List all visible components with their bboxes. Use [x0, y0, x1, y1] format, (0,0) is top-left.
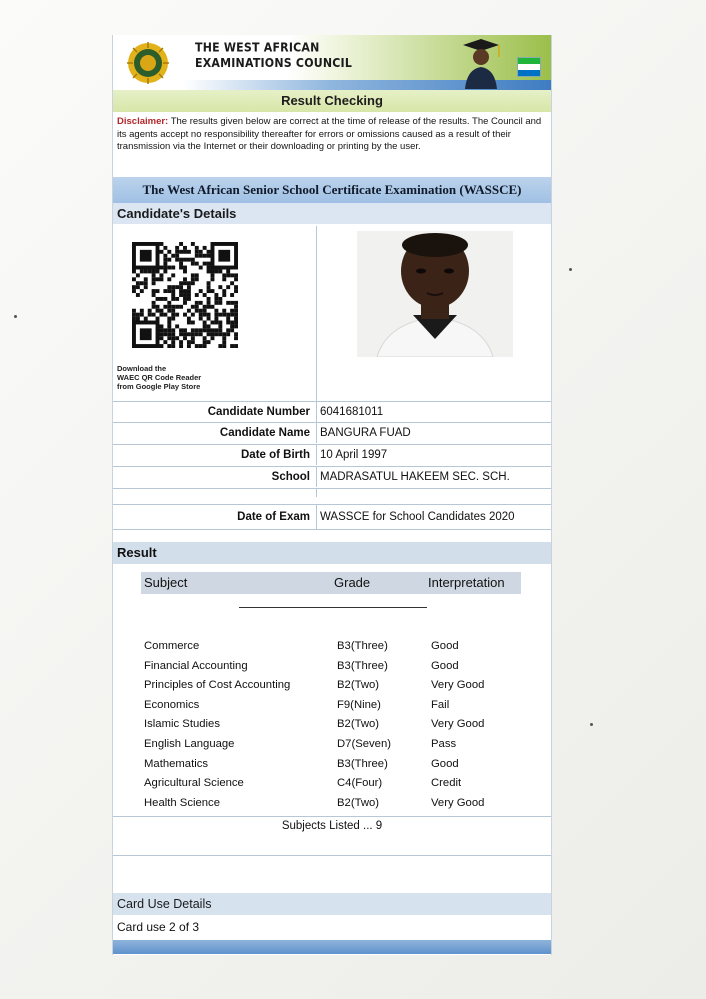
candidate-media — [113, 226, 551, 401]
qr-code-icon — [131, 242, 239, 348]
date-of-birth-row — [113, 444, 551, 465]
grade-cell: D7(Seven) — [337, 738, 391, 750]
interpretation-cell: Good — [431, 659, 459, 672]
header-underline — [239, 607, 427, 608]
subject-cell: Mathematics — [144, 757, 209, 770]
org-line-2: EXAMINATIONS COUNCIL — [195, 56, 353, 71]
subject-cell: Economics — [144, 698, 200, 711]
result-row — [113, 794, 551, 813]
row-divider — [316, 467, 317, 487]
result-row — [113, 657, 551, 676]
subject-column-header: Subject — [144, 575, 188, 590]
result-row — [113, 637, 551, 656]
date-of-exam-label: Date of Exam — [237, 511, 310, 523]
school-row — [113, 466, 551, 487]
result-row — [113, 735, 551, 754]
card-use-count: Card use 2 of 3 — [117, 920, 200, 934]
row-divider — [316, 489, 317, 497]
result-column-headers — [141, 572, 521, 594]
interpretation-cell: Credit — [431, 777, 462, 790]
school-name: MADRASATUL HAKEEM SEC. SCH. — [320, 471, 510, 483]
grade-cell: B3(Three) — [337, 659, 388, 672]
divider-line — [113, 816, 551, 817]
result-row — [113, 774, 551, 793]
speck — [14, 315, 17, 318]
row-divider — [316, 402, 317, 422]
interpretation-cell: Very Good — [431, 796, 485, 809]
result-heading: Result — [113, 542, 551, 564]
result-row — [113, 715, 551, 734]
interpretation-cell: Good — [431, 640, 459, 652]
divider-line — [113, 529, 551, 530]
grade-cell: B3(Three) — [337, 640, 388, 652]
subject-cell: Health Science — [144, 796, 220, 809]
result-row — [113, 696, 551, 715]
row-divider — [316, 445, 317, 465]
interpretation-column-header: Interpretation — [428, 575, 505, 590]
candidate-photo — [357, 231, 513, 357]
date-of-birth-label: Date of Birth — [241, 449, 310, 461]
school-label: School — [271, 471, 310, 483]
divider-line — [113, 855, 551, 856]
qr-caption-line: WAEC QR Code Reader — [117, 373, 202, 382]
subject-cell: Principles of Cost Accounting — [144, 679, 291, 692]
subject-cell: Agricultural Science — [144, 777, 244, 790]
speck — [590, 723, 593, 726]
interpretation-cell: Very Good — [431, 679, 485, 692]
waec-header — [113, 35, 551, 90]
grade-cell: B2(Two) — [337, 718, 380, 731]
row-divider — [316, 423, 317, 443]
disclaimer — [117, 116, 547, 154]
grade-cell: B3(Three) — [337, 757, 388, 770]
org-line-1: THE WEST AFRICAN — [195, 40, 320, 55]
exam-title: The West African Senior School Certificate Examination (WASSCE) — [113, 177, 551, 203]
candidate-name-row — [113, 422, 551, 443]
sierra-leone-flag-icon — [517, 57, 541, 77]
grade-cell: C4(Four) — [337, 777, 383, 790]
date-of-birth: 10 April 1997 — [320, 449, 388, 461]
result-row — [113, 676, 551, 695]
candidate-details-heading: Candidate's Details — [113, 203, 551, 224]
speck — [569, 268, 572, 271]
organization-name — [195, 41, 352, 72]
footer-band — [113, 940, 551, 954]
card-use-heading: Card Use Details — [113, 893, 551, 915]
graduate-icon — [451, 37, 503, 89]
qr-caption-line: Download the — [117, 364, 167, 373]
candidate-number-label: Candidate Number — [207, 406, 310, 418]
page-title: Result Checking — [113, 90, 551, 112]
grade-cell: F9(Nine) — [337, 698, 381, 711]
subject-cell: Financial Accounting — [144, 659, 248, 672]
subject-cell: Commerce — [144, 640, 200, 652]
candidate-number: 6041681011 — [320, 406, 384, 418]
disclaimer-text: The results given below are correct at the time of release of the results. The Council and its agents accept no responsibility thereafter for errors or omissions caused as a result of their transmission via the Internet or their downloading or printing by the user. — [117, 116, 542, 152]
subject-cell: Islamic Studies — [144, 718, 220, 731]
waec-logo-icon — [125, 41, 171, 85]
column-divider — [316, 226, 317, 401]
row-divider — [316, 505, 317, 529]
grade-cell: B2(Two) — [337, 796, 380, 809]
result-row — [113, 755, 551, 774]
grade-column-header: Grade — [334, 575, 371, 590]
candidate-number-row — [113, 401, 551, 422]
date-of-exam-row — [113, 504, 551, 529]
disclaimer-label: Disclaimer: — [117, 116, 169, 127]
interpretation-cell: Good — [431, 757, 459, 770]
interpretation-cell: Pass — [431, 738, 457, 750]
qr-caption-line: from Google Play Store — [117, 382, 201, 391]
subject-cell: English Language — [144, 738, 235, 750]
date-of-exam: WASSCE for School Candidates 2020 — [320, 511, 515, 523]
candidate-name: BANGURA FUAD — [320, 427, 411, 439]
spacer-row — [113, 488, 551, 497]
interpretation-cell: Very Good — [431, 718, 485, 731]
candidate-name-label: Candidate Name — [219, 427, 310, 439]
interpretation-cell: Fail — [431, 698, 450, 711]
grade-cell: B2(Two) — [337, 679, 380, 692]
result-document — [112, 35, 552, 955]
subjects-listed: Subjects Listed ... 9 — [281, 820, 383, 832]
qr-caption — [117, 364, 201, 391]
